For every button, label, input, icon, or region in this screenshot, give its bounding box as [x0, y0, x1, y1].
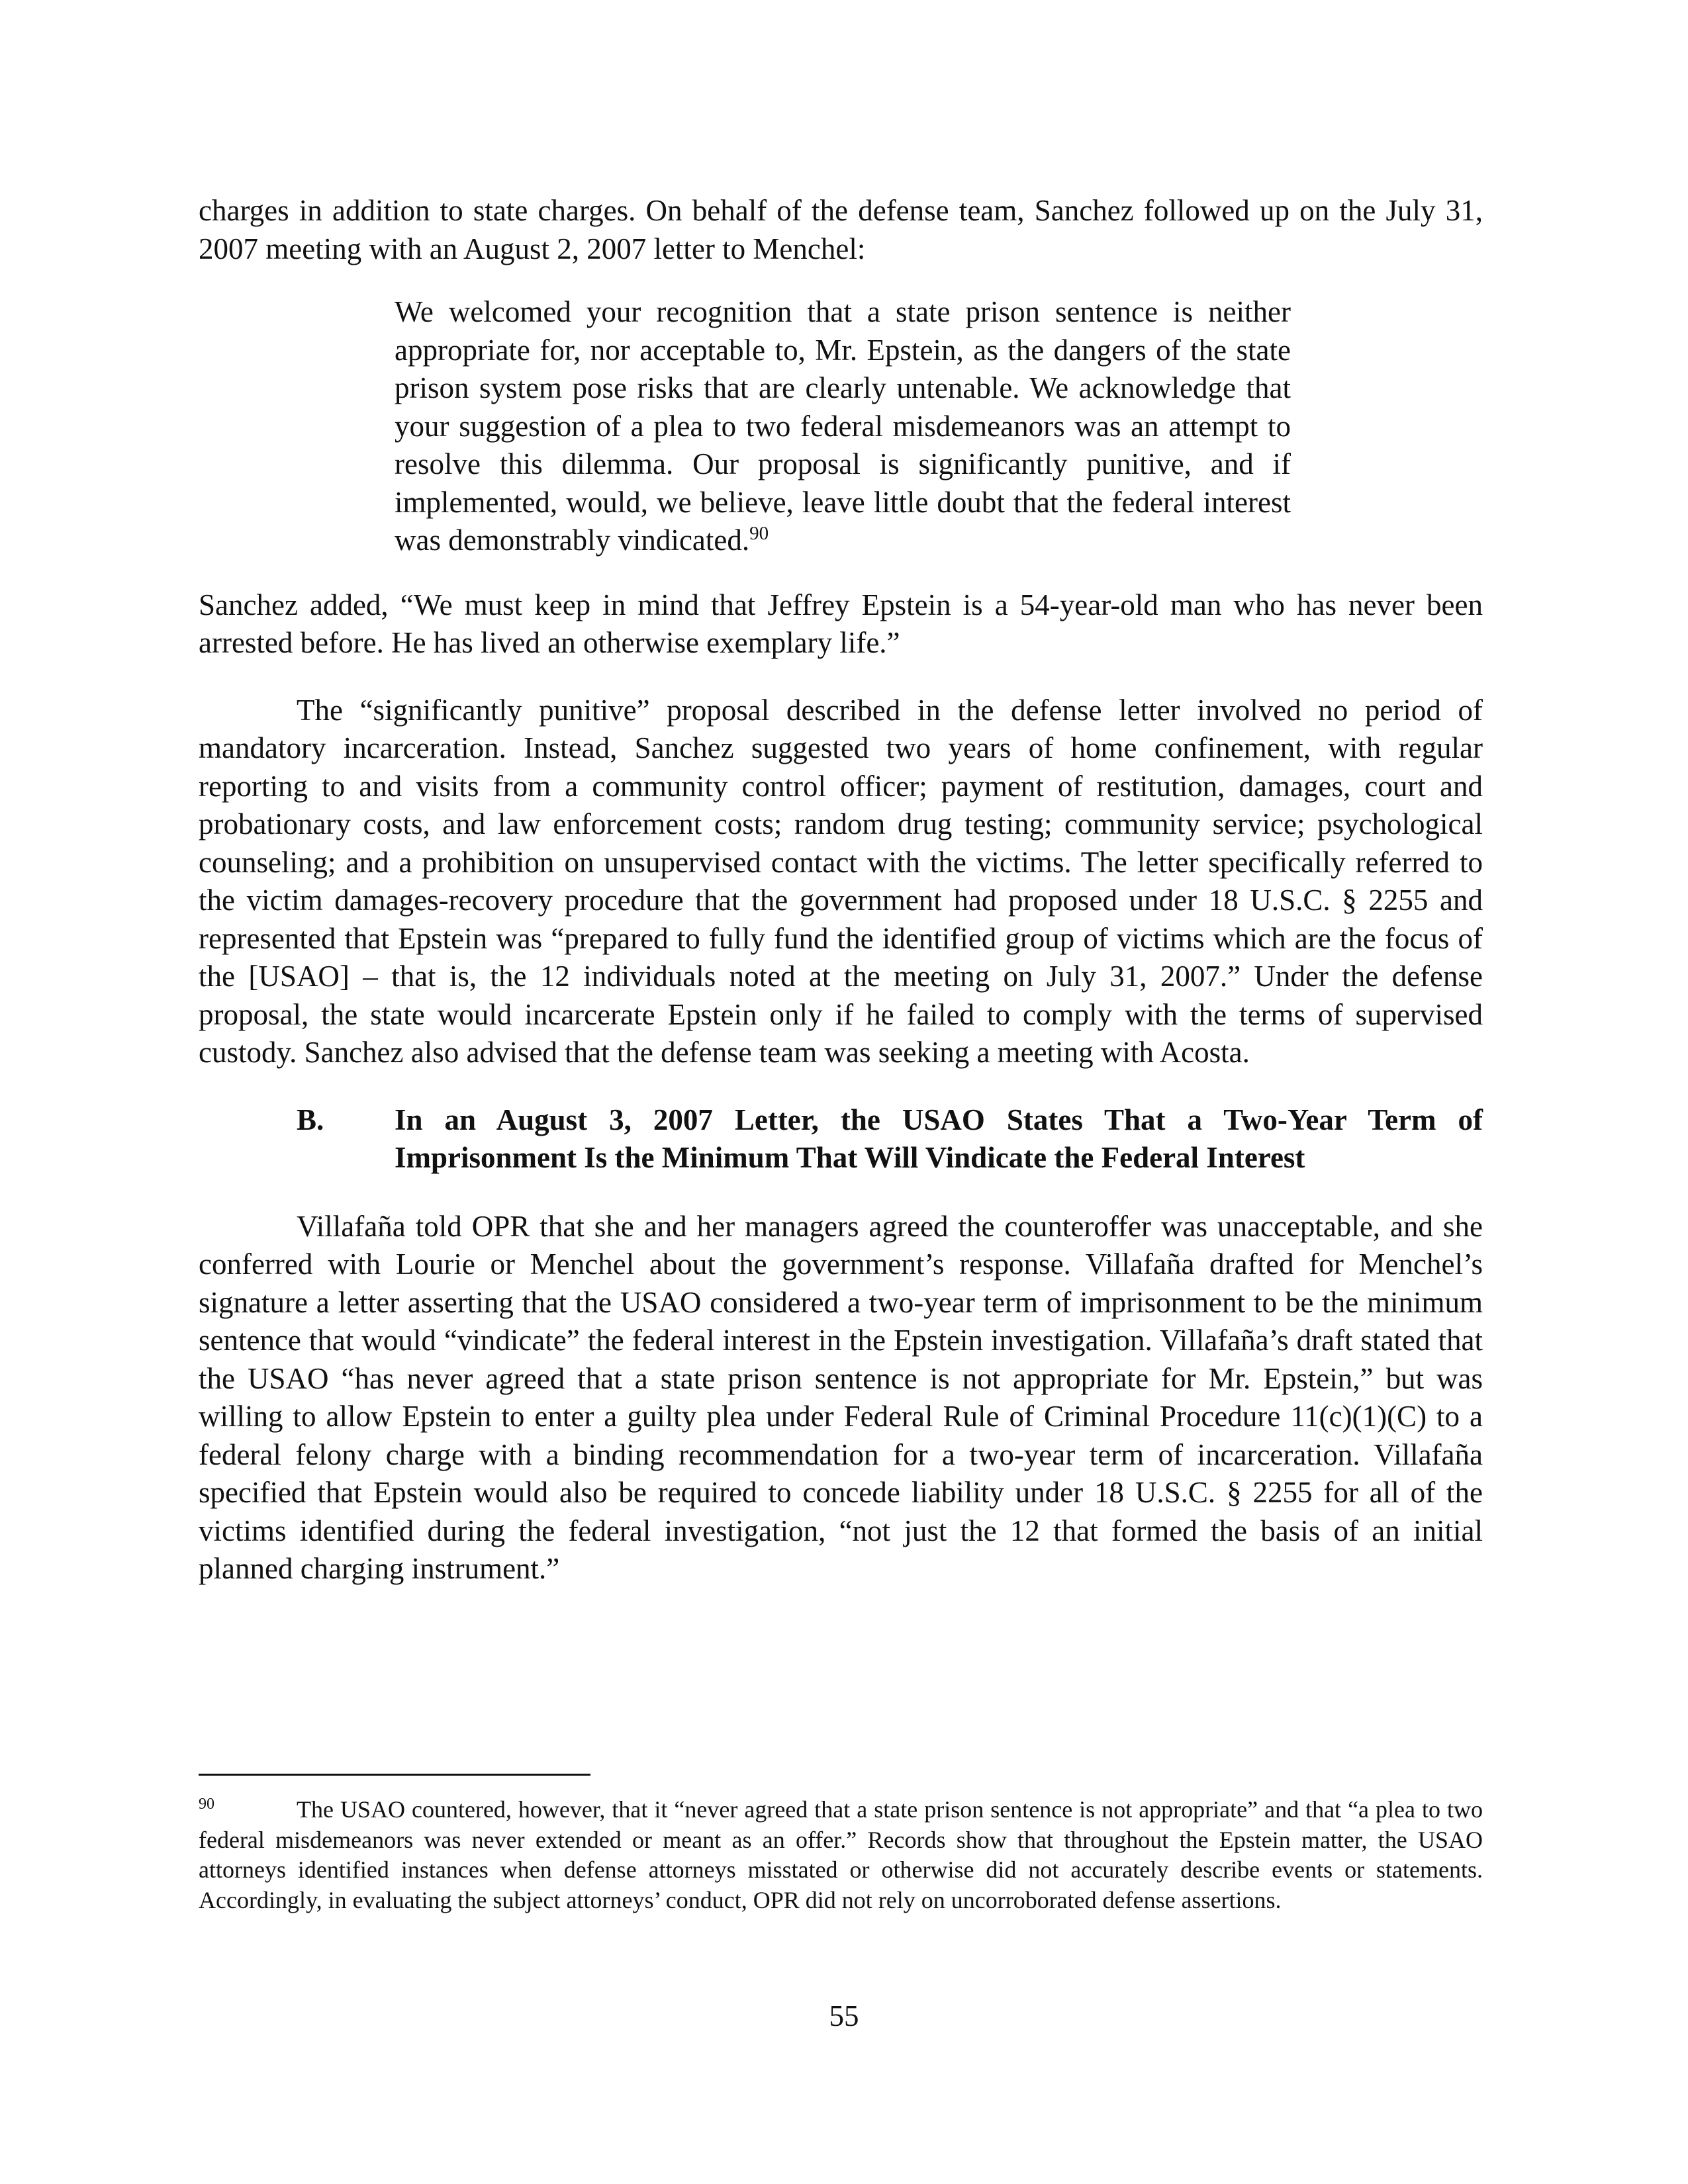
paragraph-4: Villafaña told OPR that she and her managers agreed the counteroffer was unacceptable, and she conferred with Lourie or Menchel about the government’s response. Villafaña drafted for Menchel’s signature a letter asserting that the USAO considered a two-year term of imprisonment to be the minimum sentence that would “vindicate” the federal interest in the Epstein investigation. Villafaña’s draft stated that the USAO “has never agreed that a state prison sentence is not appropriate for Mr. Epstein,” but was willing to allow Epstein to enter a guilty plea under Federal Rule of Criminal Procedure 11(c)(1)(C) to a federal felony charge with a binding recommendation for a two-year term of incarceration. Villafaña specified that Epstein would also be required to concede liability under 18 U.S.C. § 2255 for all of the victims identified during the federal investigation, “not just the 12 that formed the basis of an initial planned charging instrument.”	[199, 1209, 1483, 1585]
section-heading	[199, 1101, 1483, 1177]
document-body	[199, 192, 1483, 1588]
footnote	[199, 1795, 1483, 1915]
footnote-reference: 90	[749, 523, 769, 544]
block-quote-text: We welcomed your recognition that a state prison sentence is neither appropriate for, nor acceptable to, Mr. Epstein, as the dangers of the state prison system pose risks that are clearly untenable. We acknowledge that your suggestion of a plea to two federal misdemeanors was an attempt to resolve this dilemma. Our proposal is significantly punitive, and if implemented, would, we believe, leave little doubt that the federal interest was demonstrably vindicated.	[395, 295, 1291, 557]
footnote-number: 90	[199, 1796, 214, 1813]
section-heading-letter: B.	[297, 1103, 324, 1136]
section-heading-text: In an August 3, 2007 Letter, the USAO States That a Two-Year Term of Imprisonment Is the Minimum That Will Vindicate the Federal Interest	[395, 1103, 1483, 1174]
page-number: 55	[829, 1999, 859, 2032]
paragraph-3: The “significantly punitive” proposal described in the defense letter involved no period of mandatory incarceration. Instead, Sanchez suggested two years of home confinement, with regular reporting to and visits from a community control officer; payment of restitution, damages, court and probationary costs, and law enforcement costs; random drug testing; community service; psychological counseling; and a prohibition on unsupervised contact with the victims. The letter specifically referred to the victim damages-recovery procedure that the government had proposed under 18 U.S.C. § 2255 and represented that Epstein was “prepared to fully fund the identified group of victims which are the focus of the [USAO] – that is, the 12 individuals noted at the meeting on July 31, 2007.” Under the defense proposal, the state would incarcerate Epstein only if he failed to comply with the terms of supervised custody. Sanchez also advised that the defense team was seeking a meeting with Acosta.	[199, 693, 1483, 1069]
paragraph-2: Sanchez added, “We must keep in mind that Jeffrey Epstein is a 54-year-old man who has never been arrested before. He has lived an otherwise exemplary life.”	[199, 588, 1483, 659]
paragraph-1: charges in addition to state charges. On behalf of the defense team, Sanchez followed up on the July 31, 2007 meeting with an August 2, 2007 letter to Menchel:	[199, 194, 1483, 265]
block-quote	[395, 293, 1291, 560]
footnote-separator	[199, 1774, 590, 1776]
footnote-text: The USAO countered, however, that it “never agreed that a state prison sentence is not appropriate” and that “a plea to two federal misdemeanors was never extended or meant as an offer.” Records show that throughout the Epstein matter, the USAO attorneys identified instances when defense attorneys misstated or otherwise did not accurately describe events or statements. Accordingly, in evaluating the subject attorneys’ conduct, OPR did not rely on uncorroborated defense assertions.	[199, 1796, 1483, 1913]
